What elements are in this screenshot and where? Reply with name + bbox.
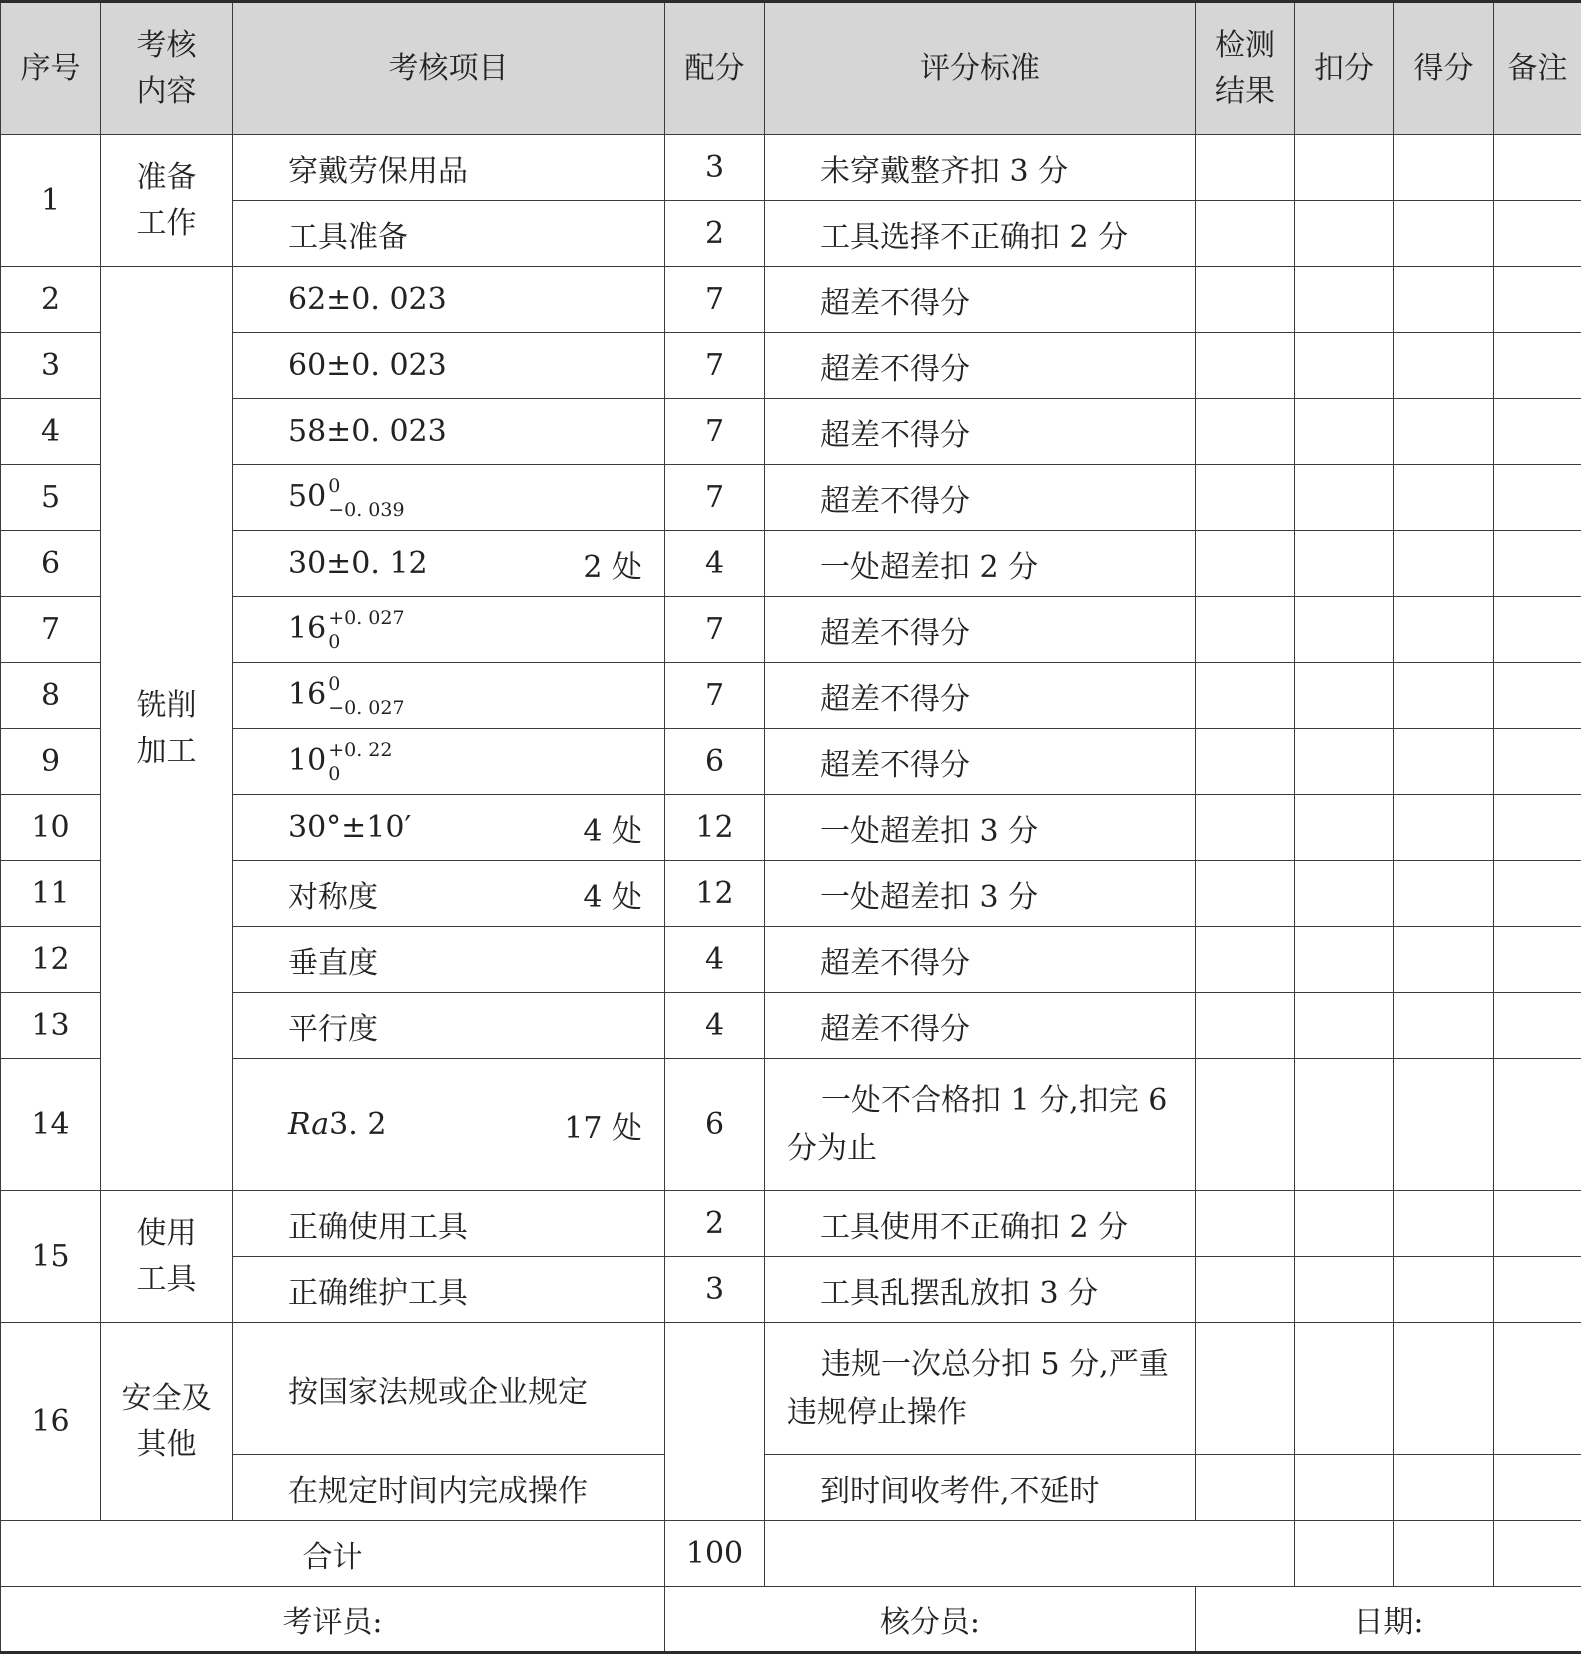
row-seq: 6 <box>1 531 101 597</box>
total-criteria-cell <box>765 1521 1295 1587</box>
table-row <box>1 729 1581 795</box>
deduct-cell[interactable] <box>1295 993 1394 1059</box>
row-score: 4 <box>665 531 765 597</box>
table-row <box>1 1257 1581 1323</box>
header-criteria: 评分标准 <box>765 2 1196 135</box>
row-item: 垂直度 <box>233 927 665 993</box>
result-cell[interactable] <box>1196 267 1295 333</box>
row-item <box>233 861 665 927</box>
row-criteria: 一处超差扣 2 分 <box>765 531 1196 597</box>
row-criteria: 到时间收考件,不延时 <box>765 1455 1196 1521</box>
got-cell[interactable] <box>1394 333 1494 399</box>
deduct-cell[interactable] <box>1295 861 1394 927</box>
row-criteria: 一处不合格扣 1 分,扣完 6 分为止 <box>765 1059 1196 1191</box>
table-row <box>1 1323 1581 1455</box>
row-seq: 12 <box>1 927 101 993</box>
nominal-dimension: 10 <box>288 742 327 778</box>
result-cell[interactable] <box>1196 531 1295 597</box>
remark-cell[interactable] <box>1494 1323 1581 1455</box>
item-text: 对称度 <box>288 879 378 915</box>
lower-tolerance: −0. 039 <box>328 498 405 521</box>
group-prep: 准备 工作 <box>101 135 233 267</box>
item-count: 17 处 <box>564 1110 642 1146</box>
total-got-cell[interactable] <box>1394 1521 1494 1587</box>
examiner-field[interactable]: 考评员: <box>1 1587 665 1653</box>
roughness-value: 3. 2 <box>329 1107 387 1142</box>
table-row <box>1 597 1581 663</box>
row-score: 7 <box>665 267 765 333</box>
remark-cell[interactable] <box>1494 531 1581 597</box>
row-criteria: 超差不得分 <box>765 267 1196 333</box>
remark-cell[interactable] <box>1494 465 1581 531</box>
row-item: 58±0. 023 <box>233 399 665 465</box>
item-count: 4 处 <box>583 813 642 849</box>
result-cell[interactable] <box>1196 597 1295 663</box>
result-cell[interactable] <box>1196 1455 1295 1521</box>
header-got: 得分 <box>1394 2 1494 135</box>
table-row <box>1 399 1581 465</box>
row-seq: 2 <box>1 267 101 333</box>
row-item: 60±0. 023 <box>233 333 665 399</box>
header-remark: 备注 <box>1494 2 1581 135</box>
row-criteria: 超差不得分 <box>765 465 1196 531</box>
group-safety: 安全及 其他 <box>101 1323 233 1521</box>
row-seq: 14 <box>1 1059 101 1191</box>
result-cell[interactable] <box>1196 135 1295 201</box>
got-cell[interactable] <box>1394 795 1494 861</box>
row-seq: 7 <box>1 597 101 663</box>
row-score: 4 <box>665 927 765 993</box>
remark-cell[interactable] <box>1494 1257 1581 1323</box>
result-cell[interactable] <box>1196 465 1295 531</box>
header-item: 考核项目 <box>233 2 665 135</box>
header-seq: 序号 <box>1 2 101 135</box>
row-criteria: 未穿戴整齐扣 3 分 <box>765 135 1196 201</box>
row-seq: 15 <box>1 1191 101 1323</box>
row-criteria: 超差不得分 <box>765 993 1196 1059</box>
row-item <box>233 597 665 663</box>
deduct-cell[interactable] <box>1295 1257 1394 1323</box>
total-score: 100 <box>665 1521 765 1587</box>
got-cell[interactable] <box>1394 267 1494 333</box>
header-score: 配分 <box>665 2 765 135</box>
deduct-cell[interactable] <box>1295 201 1394 267</box>
tolerance-stack <box>328 606 404 654</box>
deduct-cell[interactable] <box>1295 531 1394 597</box>
table-row <box>1 201 1581 267</box>
got-cell[interactable] <box>1394 201 1494 267</box>
deduct-cell[interactable] <box>1295 1059 1394 1191</box>
header-result: 检测 结果 <box>1196 2 1295 135</box>
result-cell[interactable] <box>1196 993 1295 1059</box>
got-cell[interactable] <box>1394 1191 1494 1257</box>
remark-cell[interactable] <box>1494 333 1581 399</box>
row-score: 3 <box>665 135 765 201</box>
row-score: 7 <box>665 399 765 465</box>
row-item: 平行度 <box>233 993 665 1059</box>
row-criteria: 超差不得分 <box>765 597 1196 663</box>
table-row <box>1 135 1581 201</box>
row-seq: 3 <box>1 333 101 399</box>
row-item <box>233 795 665 861</box>
remark-cell[interactable] <box>1494 135 1581 201</box>
got-cell[interactable] <box>1394 729 1494 795</box>
remark-cell[interactable] <box>1494 1455 1581 1521</box>
row-item: 穿戴劳保用品 <box>233 135 665 201</box>
table-row <box>1 465 1581 531</box>
row-criteria: 超差不得分 <box>765 333 1196 399</box>
table-row <box>1 1191 1581 1257</box>
table-row <box>1 333 1581 399</box>
header-row <box>1 2 1581 135</box>
table-row <box>1 1059 1581 1191</box>
got-cell[interactable] <box>1394 597 1494 663</box>
deduct-cell[interactable] <box>1295 267 1394 333</box>
item-text: 30°±10′ <box>288 810 412 845</box>
row-criteria: 超差不得分 <box>765 729 1196 795</box>
row-seq: 16 <box>1 1323 101 1521</box>
row-seq: 10 <box>1 795 101 861</box>
table-row <box>1 795 1581 861</box>
result-cell[interactable] <box>1196 729 1295 795</box>
result-cell[interactable] <box>1196 927 1295 993</box>
deduct-cell[interactable] <box>1295 333 1394 399</box>
upper-tolerance: 0 <box>328 672 341 695</box>
remark-cell[interactable] <box>1494 795 1581 861</box>
row-criteria: 超差不得分 <box>765 399 1196 465</box>
remark-cell[interactable] <box>1494 201 1581 267</box>
remark-cell[interactable] <box>1494 663 1581 729</box>
deduct-cell[interactable] <box>1295 597 1394 663</box>
result-cell[interactable] <box>1196 1323 1295 1455</box>
row-criteria: 工具乱摆乱放扣 3 分 <box>765 1257 1196 1323</box>
tolerance-stack <box>328 474 404 522</box>
row-criteria: 违规一次总分扣 5 分,严重违规停止操作 <box>765 1323 1196 1455</box>
remark-cell[interactable] <box>1494 1191 1581 1257</box>
row-item <box>233 465 665 531</box>
date-field[interactable]: 日期: <box>1196 1587 1581 1653</box>
deduct-cell[interactable] <box>1295 135 1394 201</box>
row-item <box>233 1059 665 1191</box>
roughness-symbol: Ra <box>288 1107 330 1142</box>
deduct-cell[interactable] <box>1295 729 1394 795</box>
row-seq: 5 <box>1 465 101 531</box>
remark-cell[interactable] <box>1494 399 1581 465</box>
row-criteria: 工具选择不正确扣 2 分 <box>765 201 1196 267</box>
tolerance-stack <box>328 738 392 786</box>
row-criteria: 超差不得分 <box>765 663 1196 729</box>
got-cell[interactable] <box>1394 399 1494 465</box>
row-score: 6 <box>665 1059 765 1191</box>
got-cell[interactable] <box>1394 993 1494 1059</box>
header-content: 考核 内容 <box>101 2 233 135</box>
deduct-cell[interactable] <box>1295 663 1394 729</box>
row-seq: 13 <box>1 993 101 1059</box>
item-count: 4 处 <box>583 879 642 915</box>
result-cell[interactable] <box>1196 399 1295 465</box>
row-criteria: 一处超差扣 3 分 <box>765 795 1196 861</box>
remark-cell[interactable] <box>1494 597 1581 663</box>
row-item <box>233 531 665 597</box>
got-cell[interactable] <box>1394 1257 1494 1323</box>
result-cell[interactable] <box>1196 333 1295 399</box>
group-milling: 铣削 加工 <box>101 267 233 1191</box>
got-cell[interactable] <box>1394 1323 1494 1455</box>
remark-cell[interactable] <box>1494 729 1581 795</box>
result-cell[interactable] <box>1196 1059 1295 1191</box>
row-seq: 11 <box>1 861 101 927</box>
nominal-dimension: 16 <box>288 610 327 646</box>
row-criteria: 工具使用不正确扣 2 分 <box>765 1191 1196 1257</box>
result-cell[interactable] <box>1196 1257 1295 1323</box>
remark-cell[interactable] <box>1494 927 1581 993</box>
row-item: 在规定时间内完成操作 <box>233 1455 665 1521</box>
upper-tolerance: +0. 22 <box>328 738 393 761</box>
deduct-cell[interactable] <box>1295 399 1394 465</box>
group-tools: 使用 工具 <box>101 1191 233 1323</box>
table-row <box>1 1455 1581 1521</box>
remark-cell[interactable] <box>1494 861 1581 927</box>
got-cell[interactable] <box>1394 1455 1494 1521</box>
row-score: 12 <box>665 861 765 927</box>
scorer-field[interactable]: 核分员: <box>665 1587 1196 1653</box>
got-cell[interactable] <box>1394 465 1494 531</box>
row-criteria: 超差不得分 <box>765 927 1196 993</box>
tolerance-stack <box>328 672 404 720</box>
signature-row <box>1 1587 1581 1653</box>
remark-cell[interactable] <box>1494 993 1581 1059</box>
item-count: 2 处 <box>583 549 642 585</box>
row-item: 按国家法规或企业规定 <box>233 1323 665 1455</box>
row-seq: 9 <box>1 729 101 795</box>
total-remark-cell[interactable] <box>1494 1521 1581 1587</box>
upper-tolerance: 0 <box>328 474 341 497</box>
got-cell[interactable] <box>1394 861 1494 927</box>
got-cell[interactable] <box>1394 663 1494 729</box>
remark-cell[interactable] <box>1494 1059 1581 1191</box>
row-item <box>233 729 665 795</box>
item-text: 30±0. 12 <box>288 546 428 581</box>
header-deduct: 扣分 <box>1295 2 1394 135</box>
row-seq: 1 <box>1 135 101 267</box>
table-row <box>1 927 1581 993</box>
lower-tolerance: −0. 027 <box>328 696 405 719</box>
deduct-cell[interactable] <box>1295 1191 1394 1257</box>
upper-tolerance: +0. 027 <box>328 606 405 629</box>
total-label: 合计 <box>1 1521 665 1587</box>
got-cell[interactable] <box>1394 135 1494 201</box>
row-seq: 4 <box>1 399 101 465</box>
row-criteria: 一处超差扣 3 分 <box>765 861 1196 927</box>
row-score <box>665 1323 765 1521</box>
row-item: 正确维护工具 <box>233 1257 665 1323</box>
nominal-dimension: 16 <box>288 676 327 712</box>
got-cell[interactable] <box>1394 927 1494 993</box>
row-score: 12 <box>665 795 765 861</box>
remark-cell[interactable] <box>1494 267 1581 333</box>
row-score: 7 <box>665 333 765 399</box>
table-row <box>1 993 1581 1059</box>
table-row <box>1 663 1581 729</box>
total-row <box>1 1521 1581 1587</box>
result-cell[interactable] <box>1196 795 1295 861</box>
deduct-cell[interactable] <box>1295 1455 1394 1521</box>
table-row <box>1 267 1581 333</box>
item-text <box>288 1107 386 1142</box>
row-score: 3 <box>665 1257 765 1323</box>
deduct-cell[interactable] <box>1295 1323 1394 1455</box>
got-cell[interactable] <box>1394 1059 1494 1191</box>
lower-tolerance: 0 <box>328 762 341 785</box>
result-cell[interactable] <box>1196 1191 1295 1257</box>
row-score: 6 <box>665 729 765 795</box>
row-item: 正确使用工具 <box>233 1191 665 1257</box>
nominal-dimension: 50 <box>288 478 327 514</box>
row-item: 工具准备 <box>233 201 665 267</box>
row-item <box>233 663 665 729</box>
table-row <box>1 861 1581 927</box>
row-score: 7 <box>665 465 765 531</box>
row-score: 2 <box>665 1191 765 1257</box>
result-cell[interactable] <box>1196 201 1295 267</box>
row-seq: 8 <box>1 663 101 729</box>
table-row <box>1 531 1581 597</box>
result-cell[interactable] <box>1196 663 1295 729</box>
total-deduct-cell[interactable] <box>1295 1521 1394 1587</box>
lower-tolerance: 0 <box>328 630 341 653</box>
got-cell[interactable] <box>1394 531 1494 597</box>
deduct-cell[interactable] <box>1295 465 1394 531</box>
row-score: 7 <box>665 597 765 663</box>
row-score: 7 <box>665 663 765 729</box>
row-score: 2 <box>665 201 765 267</box>
row-score: 4 <box>665 993 765 1059</box>
result-cell[interactable] <box>1196 861 1295 927</box>
deduct-cell[interactable] <box>1295 795 1394 861</box>
deduct-cell[interactable] <box>1295 927 1394 993</box>
row-item: 62±0. 023 <box>233 267 665 333</box>
